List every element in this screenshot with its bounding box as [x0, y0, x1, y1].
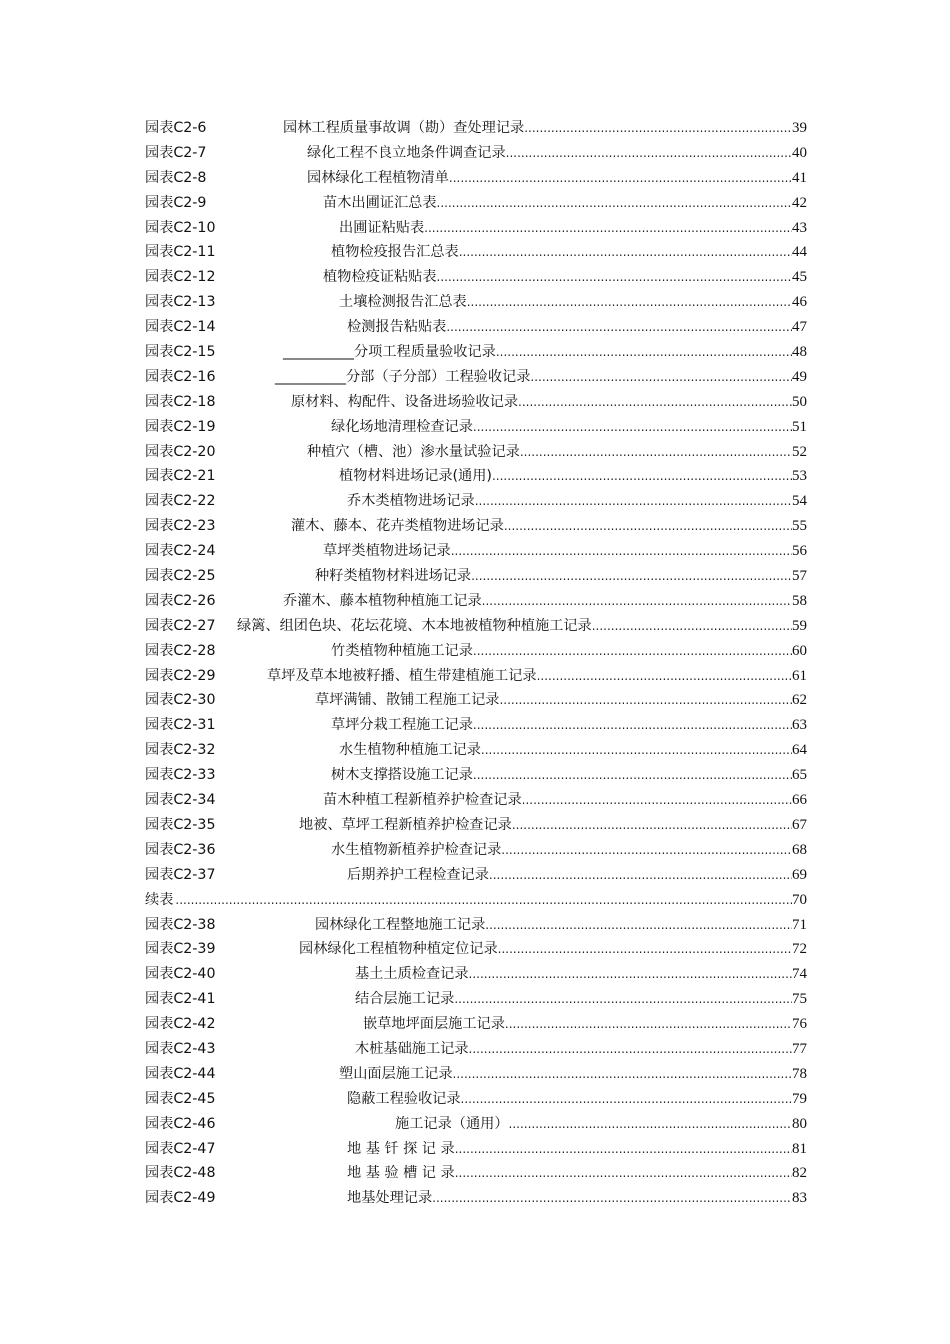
toc-entry[interactable]: [145, 166, 807, 191]
toc-entry-code: 园表C2-22: [145, 493, 216, 510]
toc-entry-page-number: 59: [792, 617, 807, 634]
toc-entry-title: 后期养护工程检查记录: [347, 863, 489, 888]
toc-entry[interactable]: [145, 1186, 807, 1211]
toc-entry-code: 园表C2-7: [145, 144, 207, 161]
dot-leader: [537, 664, 792, 689]
dot-leader: [592, 614, 792, 639]
toc-entry-title: 嵌草地坪面层施工记录: [363, 1012, 505, 1037]
toc-entry[interactable]: [145, 415, 807, 440]
dot-leader: [504, 514, 792, 539]
toc-entry[interactable]: [145, 589, 807, 614]
dot-leader: [437, 265, 792, 290]
dot-leader: [498, 937, 792, 962]
toc-entry-page-number: 41: [792, 169, 807, 186]
toc-entry-page-number: 79: [792, 1090, 807, 1107]
toc-entry-code: 园表C2-38: [145, 916, 216, 933]
dot-leader: [432, 1186, 792, 1211]
toc-entry[interactable]: [145, 664, 807, 689]
dot-leader: [175, 888, 792, 913]
toc-entry[interactable]: [145, 1037, 807, 1062]
dot-leader: [518, 390, 792, 415]
toc-entry[interactable]: [145, 1012, 807, 1037]
toc-entry-title: 隐蔽工程验收记录: [347, 1087, 461, 1112]
toc-entry-code: 园表C2-37: [145, 866, 216, 883]
toc-entry-page-number: 80: [792, 1115, 807, 1132]
dot-leader: [505, 1012, 792, 1037]
toc-entry[interactable]: [145, 987, 807, 1012]
toc-entry-title: 结合层施工记录: [355, 987, 454, 1012]
dot-leader: [489, 863, 792, 888]
toc-entry-code: 园表C2-8: [145, 169, 207, 186]
toc-entry-title: 苗木出圃证汇总表: [323, 191, 437, 216]
dot-leader: [459, 240, 792, 265]
toc-entry-page-number: 52: [792, 443, 807, 460]
dot-leader: [473, 639, 792, 664]
toc-entry-page-number: 65: [792, 767, 807, 784]
toc-entry-title: 草坪及草本地被籽播、植生带建植施工记录: [267, 664, 537, 689]
dot-leader: [424, 216, 792, 241]
toc-entry-title: 地基处理记录: [347, 1186, 432, 1211]
dot-leader: [455, 1137, 792, 1162]
toc-entry-code: 园表C2-23: [145, 518, 216, 535]
toc-entry-title: __________分部（子分部）工程验收记录: [275, 365, 530, 390]
toc-entry[interactable]: [145, 365, 807, 390]
dot-leader: [461, 1087, 792, 1112]
toc-entry[interactable]: [145, 141, 807, 166]
toc-entry-code: 园表C2-14: [145, 319, 216, 336]
toc-entry-title: 施工记录（通用）: [395, 1112, 509, 1137]
toc-entry-code: 园表C2-6: [145, 120, 207, 136]
dot-leader: [512, 813, 792, 838]
toc-entry[interactable]: [145, 315, 807, 340]
dot-leader: [496, 340, 792, 365]
toc-entry-page-number: 53: [792, 468, 807, 485]
dot-leader: [506, 141, 792, 166]
toc-entry-code: 园表C2-44: [145, 1065, 216, 1082]
dot-leader: [530, 365, 792, 390]
toc-entry-page-number: 62: [792, 692, 807, 709]
table-of-contents: [145, 116, 807, 1211]
toc-entry-code: 园表C2-9: [145, 194, 207, 211]
toc-entry-page-number: 40: [792, 144, 807, 161]
dot-leader: [467, 290, 792, 315]
toc-entry-title: 植物材料进场记录(通用): [339, 464, 492, 489]
dot-leader: [453, 1062, 792, 1087]
toc-entry-code: 园表C2-40: [145, 966, 216, 983]
toc-entry-code: 园表C2-36: [145, 841, 216, 858]
toc-entry[interactable]: [145, 888, 807, 913]
toc-entry-code: 园表C2-32: [145, 742, 216, 759]
toc-entry-title: 草坪满铺、散铺工程施工记录: [315, 688, 499, 713]
dot-leader: [473, 415, 792, 440]
toc-entry-title: 检测报告粘贴表: [347, 315, 446, 340]
toc-entry-code: 园表C2-27: [145, 617, 216, 634]
toc-entry-code: 园表C2-35: [145, 816, 216, 833]
toc-entry-code: 园表C2-19: [145, 418, 216, 435]
toc-entry-title: 植物检疫报告汇总表: [331, 240, 459, 265]
toc-entry-title: 灌木、藤本、花卉类植物进场记录: [291, 514, 504, 539]
toc-entry[interactable]: [145, 913, 807, 938]
toc-entry[interactable]: [145, 340, 807, 365]
toc-entry-page-number: 51: [792, 418, 807, 435]
toc-entry-code: 园表C2-10: [145, 219, 216, 236]
dot-leader: [469, 962, 792, 987]
dot-leader: [499, 688, 792, 713]
dot-leader: [524, 116, 792, 141]
toc-entry-code: 园表C2-20: [145, 443, 216, 460]
toc-entry-title: 出圃证粘贴表: [339, 216, 424, 241]
toc-entry-page-number: 44: [792, 244, 807, 261]
toc-entry-page-number: 70: [792, 891, 807, 908]
dot-leader: [449, 166, 792, 191]
dot-leader: [482, 589, 792, 614]
toc-entry-page-number: 54: [792, 493, 807, 510]
toc-entry[interactable]: [145, 863, 807, 888]
toc-entry-code: 园表C2-16: [145, 368, 216, 385]
toc-entry-page-number: 58: [792, 592, 807, 609]
toc-entry[interactable]: [145, 738, 807, 763]
toc-entry-title: 园林绿化工程植物清单: [307, 166, 449, 191]
dot-leader: [492, 464, 792, 489]
toc-entry-page-number: 61: [792, 667, 807, 684]
toc-entry-title: 塑山面层施工记录: [339, 1062, 453, 1087]
toc-entry-title: 树木支撑搭设施工记录: [331, 763, 473, 788]
toc-entry-title: 园林绿化工程整地施工记录: [315, 913, 485, 938]
toc-entry[interactable]: [145, 240, 807, 265]
toc-entry[interactable]: [145, 937, 807, 962]
toc-entry-title: 绿化场地清理检查记录: [331, 415, 473, 440]
toc-entry-title: 地 基 钎 探 记 录: [347, 1137, 455, 1162]
toc-entry-code: 园表C2-48: [145, 1165, 216, 1182]
toc-entry-page-number: 48: [792, 344, 807, 361]
toc-entry-title: __________分项工程质量验收记录: [283, 340, 496, 365]
toc-entry[interactable]: [145, 1161, 807, 1186]
toc-entry[interactable]: [145, 1087, 807, 1112]
toc-entry-code: 园表C2-13: [145, 294, 216, 311]
toc-entry-title: 园林绿化工程植物种植定位记录: [299, 937, 498, 962]
dot-leader: [469, 1037, 792, 1062]
toc-entry[interactable]: [145, 838, 807, 863]
toc-entry-page-number: 68: [792, 841, 807, 858]
toc-entry-code: 园表C2-30: [145, 692, 216, 709]
toc-entry-title: 种籽类植物材料进场记录: [315, 564, 471, 589]
dot-leader: [520, 440, 792, 465]
toc-entry-page-number: 46: [792, 294, 807, 311]
toc-entry-page-number: 47: [792, 319, 807, 336]
toc-entry-title: 地 基 验 槽 记 录: [347, 1161, 455, 1186]
toc-entry-page-number: 43: [792, 219, 807, 236]
toc-entry-code: 园表C2-49: [145, 1190, 216, 1207]
toc-entry-page-number: 67: [792, 816, 807, 833]
toc-entry[interactable]: [145, 539, 807, 564]
toc-entry[interactable]: [145, 788, 807, 813]
dot-leader: [485, 913, 792, 938]
dot-leader: [451, 539, 792, 564]
toc-entry-code: 园表C2-18: [145, 393, 216, 410]
dot-leader: [455, 1161, 792, 1186]
toc-entry-title: 地被、草坪工程新植养护检查记录: [299, 813, 512, 838]
toc-entry[interactable]: [145, 813, 807, 838]
toc-entry[interactable]: [145, 290, 807, 315]
toc-entry-code: 园表C2-11: [145, 244, 216, 261]
toc-entry-page-number: 69: [792, 866, 807, 883]
dot-leader: [454, 987, 792, 1012]
toc-entry[interactable]: [145, 116, 807, 141]
dot-leader: [473, 763, 792, 788]
toc-entry-page-number: 45: [792, 269, 807, 286]
toc-entry-title: 原材料、构配件、设备进场验收记录: [291, 390, 518, 415]
toc-entry-title: 绿篱、组团色块、花坛花境、木本地被植物种植施工记录: [237, 614, 592, 639]
toc-entry-page-number: 75: [792, 991, 807, 1008]
toc-entry-code: 园表C2-15: [145, 344, 216, 361]
toc-entry-code: 园表C2-25: [145, 568, 216, 585]
toc-entry-page-number: 55: [792, 518, 807, 535]
toc-entry-code: 园表C2-24: [145, 543, 216, 560]
toc-entry-title: 种植穴（槽、池）渗水量试验记录: [307, 440, 520, 465]
toc-entry-page-number: 49: [792, 368, 807, 385]
toc-entry-code: 园表C2-31: [145, 717, 216, 734]
toc-entry-page-number: 57: [792, 568, 807, 585]
toc-entry-title: 苗木种植工程新植养护检查记录: [323, 788, 522, 813]
toc-entry-title: 草坪类植物进场记录: [323, 539, 451, 564]
toc-entry[interactable]: [145, 464, 807, 489]
toc-entry-code: 园表C2-41: [145, 991, 216, 1008]
toc-entry[interactable]: [145, 265, 807, 290]
dot-leader: [473, 713, 792, 738]
toc-entry-title: 木桩基础施工记录: [355, 1037, 469, 1062]
toc-entry[interactable]: [145, 713, 807, 738]
dot-leader: [509, 1112, 792, 1137]
toc-entry[interactable]: [145, 216, 807, 241]
dot-leader: [475, 489, 792, 514]
toc-entry[interactable]: [145, 489, 807, 514]
toc-entry-title: 植物检疫证粘贴表: [323, 265, 437, 290]
toc-entry-code: 园表C2-26: [145, 592, 216, 609]
dot-leader: [471, 564, 792, 589]
toc-entry-code: 园表C2-46: [145, 1115, 216, 1132]
toc-entry-title: 土壤检测报告汇总表: [339, 290, 467, 315]
toc-entry[interactable]: [145, 191, 807, 216]
toc-entry-page-number: 63: [792, 717, 807, 734]
toc-entry[interactable]: [145, 440, 807, 465]
toc-entry[interactable]: [145, 564, 807, 589]
toc-entry[interactable]: [145, 1062, 807, 1087]
toc-entry-code: 园表C2-39: [145, 941, 216, 958]
toc-entry-title: 竹类植物种植施工记录: [331, 639, 473, 664]
toc-entry-code: 园表C2-43: [145, 1040, 216, 1057]
toc-entry-code: 园表C2-28: [145, 642, 216, 659]
dot-leader: [437, 191, 792, 216]
toc-entry-title: 绿化工程不良立地条件调查记录: [307, 141, 506, 166]
toc-entry-page-number: 56: [792, 543, 807, 560]
toc-entry-page-number: 78: [792, 1065, 807, 1082]
toc-entry-page-number: 50: [792, 393, 807, 410]
toc-entry[interactable]: [145, 763, 807, 788]
toc-entry-code: 园表C2-29: [145, 667, 216, 684]
toc-entry[interactable]: [145, 1137, 807, 1162]
toc-entry-code: 园表C2-21: [145, 468, 216, 485]
toc-entry-title: 园林工程质量事故调（勘）查处理记录: [283, 116, 524, 141]
toc-entry-title: 水生植物种植施工记录: [339, 738, 481, 763]
toc-entry-code: 园表C2-12: [145, 269, 216, 286]
toc-entry[interactable]: [145, 1112, 807, 1137]
dot-leader: [481, 738, 792, 763]
toc-entry-title: 乔灌木、藤本植物种植施工记录: [283, 589, 482, 614]
toc-entry-page-number: 42: [792, 194, 807, 211]
toc-entry-page-number: 74: [792, 966, 807, 983]
toc-entry-title: 基土土质检查记录: [355, 962, 469, 987]
toc-entry-page-number: 72: [792, 941, 807, 958]
toc-entry-page-number: 71: [792, 916, 807, 933]
toc-entry-page-number: 82: [792, 1165, 807, 1182]
toc-entry[interactable]: [145, 514, 807, 539]
toc-entry-code: 园表C2-33: [145, 767, 216, 784]
toc-entry-page-number: 39: [792, 120, 807, 136]
toc-entry-code: 园表C2-47: [145, 1140, 216, 1157]
toc-entry-page-number: 77: [792, 1040, 807, 1057]
toc-entry-page-number: 81: [792, 1140, 807, 1157]
toc-entry-code: 园表C2-34: [145, 792, 216, 809]
toc-entry-title: 乔木类植物进场记录: [347, 489, 475, 514]
dot-leader: [446, 315, 792, 340]
toc-entry-code: 园表C2-45: [145, 1090, 216, 1107]
toc-entry[interactable]: [145, 639, 807, 664]
toc-entry[interactable]: [145, 962, 807, 987]
toc-entry-page-number: 64: [792, 742, 807, 759]
toc-entry-title: 草坪分栽工程施工记录: [331, 713, 473, 738]
toc-entry-page-number: 83: [792, 1190, 807, 1207]
toc-entry-code: 园表C2-42: [145, 1016, 216, 1033]
toc-entry[interactable]: [145, 688, 807, 713]
toc-entry-code: 续表: [145, 891, 174, 908]
toc-entry-page-number: 66: [792, 792, 807, 809]
toc-entry[interactable]: [145, 614, 807, 639]
toc-entry-title: 水生植物新植养护检查记录: [331, 838, 501, 863]
toc-entry-page-number: 76: [792, 1016, 807, 1033]
toc-entry-page-number: 60: [792, 642, 807, 659]
toc-entry[interactable]: [145, 390, 807, 415]
dot-leader: [501, 838, 792, 863]
dot-leader: [522, 788, 792, 813]
